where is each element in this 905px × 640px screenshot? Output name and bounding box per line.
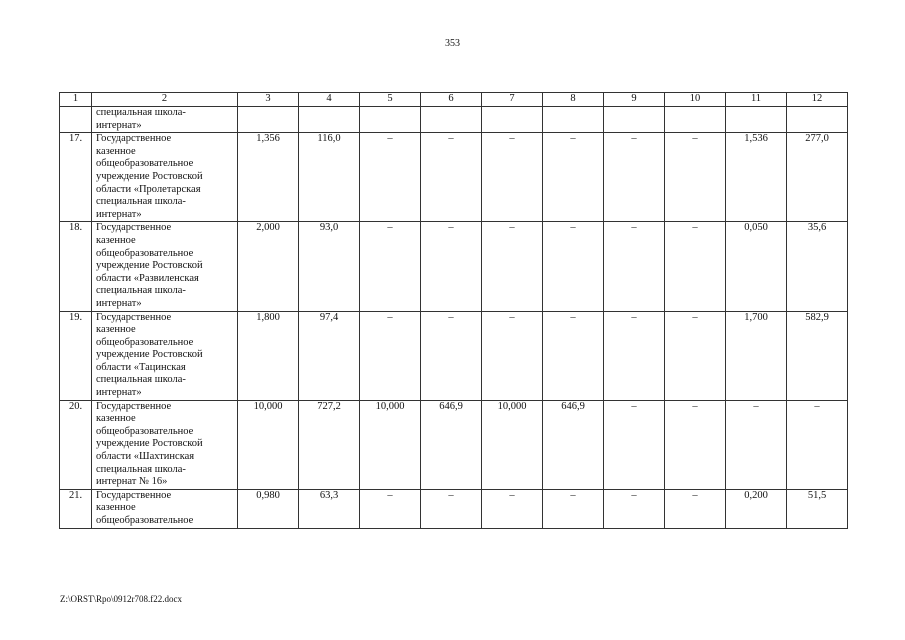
value-cell-col-12: 51,5 [787,489,848,528]
institution-name-line: интернат» [96,119,142,131]
value-cell-col-11: 0,050 [726,222,787,311]
value-cell-col-10: – [665,489,726,528]
institution-name-line: Государственное [96,311,172,323]
column-header-2: 2 [92,93,238,107]
institution-name-line: учреждение Ростовской [96,170,203,182]
institution-name-line: области «Пролетарская [96,183,201,195]
value-cell-col-8: – [543,489,604,528]
value-cell-col-6: – [421,222,482,311]
value-cell-col-10: – [665,133,726,222]
value-cell-col-4: 63,3 [299,489,360,528]
institution-name-line: учреждение Ростовской [96,349,203,361]
value-cell-col-4: 97,4 [299,311,360,400]
table-row [60,400,848,489]
value-cell [543,107,604,133]
row-number-cell: 21. [60,489,92,528]
institution-name-cell [92,133,238,222]
column-header-1: 1 [60,93,92,107]
table-row [60,133,848,222]
value-cell-col-8: – [543,311,604,400]
institution-name-line: интернат» [96,208,142,220]
table-row [60,311,848,400]
institution-name-cell [92,107,238,133]
value-cell-col-12: 35,6 [787,222,848,311]
value-cell-col-9: – [604,400,665,489]
value-cell-col-6: 646,9 [421,400,482,489]
institution-name-line: общеобразовательное [96,158,194,170]
institution-name-line: общеобразовательное [96,425,194,437]
institution-name-line: Государственное [96,222,172,234]
value-cell-col-7: – [482,133,543,222]
institution-name-line: области «Развиленская [96,272,199,284]
institution-name-line: казенное [96,145,136,157]
value-cell-col-12: 582,9 [787,311,848,400]
value-cell-col-7: 10,000 [482,400,543,489]
column-header-10: 10 [665,93,726,107]
value-cell-col-9: – [604,133,665,222]
value-cell-col-12: 277,0 [787,133,848,222]
value-cell-col-11: 1,700 [726,311,787,400]
value-cell [360,107,421,133]
institution-name-line: области «Тацинская [96,361,186,373]
table-body [60,107,848,529]
row-number-cell: 17. [60,133,92,222]
table-row [60,489,848,528]
value-cell-col-6: – [421,311,482,400]
value-cell-col-4: 116,0 [299,133,360,222]
value-cell-col-7: – [482,222,543,311]
value-cell-col-8: – [543,133,604,222]
institution-name-line: специальная школа- [96,196,186,208]
value-cell-col-6: – [421,133,482,222]
row-number-cell: 18. [60,222,92,311]
column-header-5: 5 [360,93,421,107]
value-cell [421,107,482,133]
value-cell-col-3: 2,000 [238,222,299,311]
institution-name-cell [92,400,238,489]
institution-name-line: казенное [96,502,136,514]
institution-name-line: Государственное [96,400,172,412]
column-header-11: 11 [726,93,787,107]
value-cell-col-4: 93,0 [299,222,360,311]
institution-name-cell [92,489,238,528]
value-cell-col-11: 0,200 [726,489,787,528]
value-cell-col-11: – [726,400,787,489]
column-header-6: 6 [421,93,482,107]
column-header-9: 9 [604,93,665,107]
value-cell-col-9: – [604,489,665,528]
value-cell-col-10: – [665,222,726,311]
value-cell-col-5: 10,000 [360,400,421,489]
column-header-8: 8 [543,93,604,107]
institution-name-line: общеобразовательное [96,247,194,259]
value-cell-col-8: 646,9 [543,400,604,489]
value-cell-col-10: – [665,311,726,400]
value-cell-col-12: – [787,400,848,489]
institution-name-line: учреждение Ростовской [96,260,203,272]
institution-name-cell [92,311,238,400]
institution-name-line: специальная школа- [96,285,186,297]
value-cell-col-5: – [360,489,421,528]
institution-name-line: специальная школа- [96,463,186,475]
institution-name-line: интернат» [96,297,142,309]
value-cell-col-3: 10,000 [238,400,299,489]
institution-name-line: казенное [96,234,136,246]
institution-name-line: казенное [96,413,136,425]
column-header-12: 12 [787,93,848,107]
row-number-cell [60,107,92,133]
value-cell-col-11: 1,536 [726,133,787,222]
value-cell-col-10: – [665,400,726,489]
value-cell-col-5: – [360,133,421,222]
value-cell [787,107,848,133]
row-number-cell: 19. [60,311,92,400]
institution-name-line: интернат» [96,387,142,399]
value-cell-col-3: 1,356 [238,133,299,222]
value-cell [665,107,726,133]
value-cell-col-5: – [360,222,421,311]
value-cell-col-6: – [421,489,482,528]
value-cell-col-3: 0,980 [238,489,299,528]
column-header-3: 3 [238,93,299,107]
value-cell-col-8: – [543,222,604,311]
row-number-cell: 20. [60,400,92,489]
institution-name-line: Государственное [96,133,172,145]
table-row [60,222,848,311]
institution-name-line: учреждение Ростовской [96,438,203,450]
header-row [60,93,848,107]
value-cell [726,107,787,133]
value-cell-col-4: 727,2 [299,400,360,489]
institution-name-cell [92,222,238,311]
value-cell [299,107,360,133]
institution-name-line: специальная школа- [96,374,186,386]
file-path-footer: Z:\ORST\Rpo\0912r708.f22.docx [60,594,182,604]
value-cell-col-7: – [482,489,543,528]
value-cell [482,107,543,133]
institution-name-line: Государственное [96,489,172,501]
table-row-continuation [60,107,848,133]
value-cell-col-9: – [604,222,665,311]
institution-name-line: общеобразовательное [96,515,194,526]
data-table [59,92,848,529]
value-cell-col-3: 1,800 [238,311,299,400]
value-cell-col-9: – [604,311,665,400]
institution-name-line: области «Шахтинская [96,451,195,463]
column-header-7: 7 [482,93,543,107]
column-header-4: 4 [299,93,360,107]
page-number: 353 [445,38,460,49]
value-cell [604,107,665,133]
institution-name-line: интернат № 16» [96,476,168,488]
value-cell-col-7: – [482,311,543,400]
institution-name-line: общеобразовательное [96,336,194,348]
institution-name-line: специальная школа- [96,107,186,118]
value-cell-col-5: – [360,311,421,400]
value-cell [238,107,299,133]
institution-name-line: казенное [96,324,136,336]
